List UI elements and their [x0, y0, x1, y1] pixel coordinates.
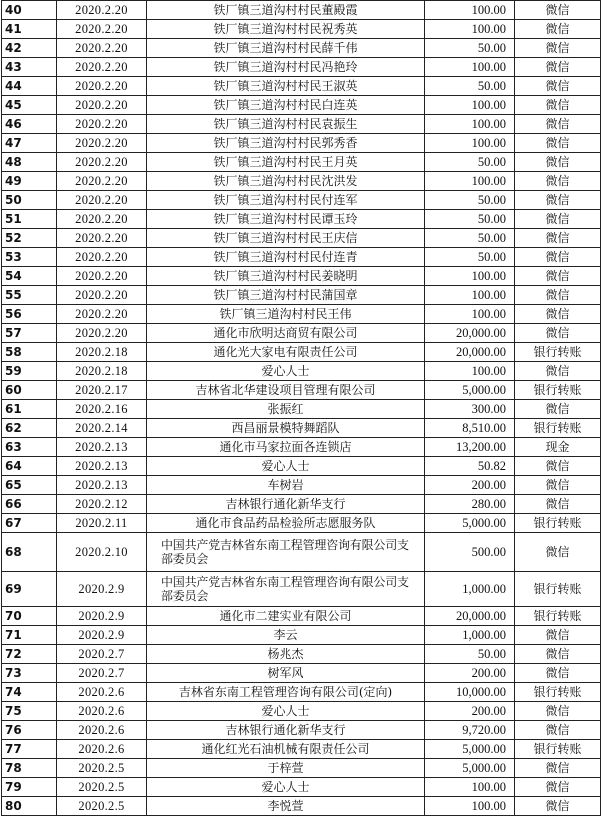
table-row — [2, 381, 601, 400]
row-number: 42 — [2, 39, 57, 58]
row-amount: 1,000.00 — [425, 626, 515, 645]
row-payment-method: 银行转账 — [515, 381, 601, 400]
row-amount: 5,000.00 — [425, 514, 515, 533]
table-row — [2, 191, 601, 210]
row-donor: 吉林银行通化新华支行 — [147, 721, 425, 740]
row-amount: 5,000.00 — [425, 759, 515, 778]
table-row — [2, 495, 601, 514]
row-date: 2020.2.20 — [57, 20, 147, 39]
table-row — [2, 210, 601, 229]
row-payment-method: 微信 — [515, 400, 601, 419]
table-row — [2, 607, 601, 626]
row-amount: 100.00 — [425, 286, 515, 305]
row-date: 2020.2.18 — [57, 362, 147, 381]
row-amount: 200.00 — [425, 664, 515, 683]
row-number: 47 — [2, 134, 57, 153]
row-donor: 爱心人士 — [147, 778, 425, 797]
row-date: 2020.2.17 — [57, 381, 147, 400]
table-row — [2, 645, 601, 664]
row-payment-method: 微信 — [515, 702, 601, 721]
row-date: 2020.2.20 — [57, 191, 147, 210]
row-donor: 李云 — [147, 626, 425, 645]
table-row — [2, 1, 601, 20]
row-donor: 中国共产党吉林省东南工程管理咨询有限公司支部委员会 — [147, 572, 425, 607]
row-payment-method: 微信 — [515, 626, 601, 645]
row-number: 43 — [2, 58, 57, 77]
row-number: 77 — [2, 740, 57, 759]
row-donor: 于梓萱 — [147, 759, 425, 778]
row-date: 2020.2.6 — [57, 702, 147, 721]
row-amount: 20,000.00 — [425, 343, 515, 362]
row-date: 2020.2.20 — [57, 77, 147, 96]
row-number: 49 — [2, 172, 57, 191]
row-date: 2020.2.7 — [57, 645, 147, 664]
row-payment-method: 微信 — [515, 248, 601, 267]
row-donor: 李悦萱 — [147, 797, 425, 816]
row-amount: 50.00 — [425, 248, 515, 267]
row-payment-method: 微信 — [515, 58, 601, 77]
row-date: 2020.2.20 — [57, 153, 147, 172]
row-donor: 树军风 — [147, 664, 425, 683]
table-row — [2, 664, 601, 683]
table-row — [2, 305, 601, 324]
row-number: 53 — [2, 248, 57, 267]
row-amount: 50.00 — [425, 39, 515, 58]
row-amount: 200.00 — [425, 702, 515, 721]
row-number: 51 — [2, 210, 57, 229]
table-row — [2, 702, 601, 721]
row-donor: 铁厂镇三道沟村村民王淑英 — [147, 77, 425, 96]
table-row — [2, 514, 601, 533]
row-date: 2020.2.7 — [57, 664, 147, 683]
table-row — [2, 77, 601, 96]
row-donor: 张振红 — [147, 400, 425, 419]
row-number: 70 — [2, 607, 57, 626]
row-payment-method: 银行转账 — [515, 740, 601, 759]
row-date: 2020.2.13 — [57, 438, 147, 457]
row-donor: 铁厂镇三道沟村村民王伟 — [147, 305, 425, 324]
row-donor: 吉林省东南工程管理咨询有限公司(定向) — [147, 683, 425, 702]
row-number: 69 — [2, 572, 57, 607]
row-payment-method: 微信 — [515, 778, 601, 797]
row-number: 63 — [2, 438, 57, 457]
row-date: 2020.2.5 — [57, 759, 147, 778]
table-row — [2, 20, 601, 39]
row-payment-method: 微信 — [515, 305, 601, 324]
table-row — [2, 740, 601, 759]
row-donor: 铁厂镇三道沟村村民薛千伟 — [147, 39, 425, 58]
row-date: 2020.2.6 — [57, 683, 147, 702]
row-payment-method: 微信 — [515, 495, 601, 514]
row-amount: 100.00 — [425, 172, 515, 191]
row-number: 44 — [2, 77, 57, 96]
row-amount: 50.00 — [425, 210, 515, 229]
row-payment-method: 微信 — [515, 286, 601, 305]
row-amount: 280.00 — [425, 495, 515, 514]
row-amount: 100.00 — [425, 1, 515, 20]
table-row — [2, 153, 601, 172]
table-row — [2, 39, 601, 58]
row-payment-method: 微信 — [515, 153, 601, 172]
row-number: 48 — [2, 153, 57, 172]
row-payment-method: 微信 — [515, 267, 601, 286]
row-amount: 50.00 — [425, 153, 515, 172]
row-date: 2020.2.12 — [57, 495, 147, 514]
row-amount: 50.00 — [425, 191, 515, 210]
row-payment-method: 微信 — [515, 664, 601, 683]
row-payment-method: 微信 — [515, 721, 601, 740]
row-payment-method: 微信 — [515, 191, 601, 210]
table-row — [2, 58, 601, 77]
row-donor: 铁厂镇三道沟村村民祝秀英 — [147, 20, 425, 39]
table-row — [2, 572, 601, 607]
row-number: 80 — [2, 797, 57, 816]
row-amount: 100.00 — [425, 797, 515, 816]
donation-table-body — [2, 1, 601, 816]
row-number: 58 — [2, 343, 57, 362]
row-amount: 5,000.00 — [425, 381, 515, 400]
row-number: 60 — [2, 381, 57, 400]
row-number: 41 — [2, 20, 57, 39]
row-number: 79 — [2, 778, 57, 797]
row-donor: 铁厂镇三道沟村村民白连英 — [147, 96, 425, 115]
row-payment-method: 微信 — [515, 210, 601, 229]
table-row — [2, 324, 601, 343]
table-row — [2, 286, 601, 305]
row-date: 2020.2.20 — [57, 58, 147, 77]
row-number: 59 — [2, 362, 57, 381]
row-donor: 爱心人士 — [147, 702, 425, 721]
row-donor: 吉林省北华建设项目管理有限公司 — [147, 381, 425, 400]
row-number: 45 — [2, 96, 57, 115]
row-donor: 铁厂镇三道沟村村民谭玉玲 — [147, 210, 425, 229]
row-donor: 通化市二建实业有限公司 — [147, 607, 425, 626]
table-row — [2, 419, 601, 438]
row-amount: 50.82 — [425, 457, 515, 476]
row-donor: 通化市欣明达商贸有限公司 — [147, 324, 425, 343]
table-row — [2, 721, 601, 740]
row-date: 2020.2.20 — [57, 39, 147, 58]
row-donor: 中国共产党吉林省东南工程管理咨询有限公司支部委员会 — [147, 533, 425, 572]
row-date: 2020.2.20 — [57, 305, 147, 324]
table-row — [2, 115, 601, 134]
row-donor: 铁厂镇三道沟村村民付连青 — [147, 248, 425, 267]
row-payment-method: 微信 — [515, 362, 601, 381]
row-amount: 300.00 — [425, 400, 515, 419]
row-date: 2020.2.20 — [57, 96, 147, 115]
row-payment-method: 银行转账 — [515, 683, 601, 702]
row-amount: 200.00 — [425, 476, 515, 495]
row-date: 2020.2.14 — [57, 419, 147, 438]
row-date: 2020.2.20 — [57, 1, 147, 20]
row-donor: 铁厂镇三道沟村村民袁振生 — [147, 115, 425, 134]
row-payment-method: 微信 — [515, 115, 601, 134]
row-amount: 50.00 — [425, 645, 515, 664]
table-row — [2, 400, 601, 419]
row-donor: 铁厂镇三道沟村村民郭秀香 — [147, 134, 425, 153]
table-row — [2, 797, 601, 816]
row-date: 2020.2.10 — [57, 533, 147, 572]
row-number: 52 — [2, 229, 57, 248]
row-donor: 通化市马家拉面各连锁店 — [147, 438, 425, 457]
row-date: 2020.2.20 — [57, 267, 147, 286]
row-amount: 10,000.00 — [425, 683, 515, 702]
row-payment-method: 银行转账 — [515, 572, 601, 607]
row-amount: 100.00 — [425, 305, 515, 324]
row-amount: 100.00 — [425, 134, 515, 153]
row-amount: 20,000.00 — [425, 324, 515, 343]
row-number: 40 — [2, 1, 57, 20]
table-row — [2, 476, 601, 495]
row-amount: 100.00 — [425, 267, 515, 286]
row-amount: 50.00 — [425, 229, 515, 248]
row-date: 2020.2.20 — [57, 286, 147, 305]
row-date: 2020.2.9 — [57, 626, 147, 645]
table-row — [2, 248, 601, 267]
row-date: 2020.2.20 — [57, 115, 147, 134]
row-donor: 铁厂镇三道沟村村民沈洪发 — [147, 172, 425, 191]
row-number: 46 — [2, 115, 57, 134]
row-date: 2020.2.20 — [57, 134, 147, 153]
row-number: 72 — [2, 645, 57, 664]
row-payment-method: 微信 — [515, 77, 601, 96]
row-payment-method: 微信 — [515, 324, 601, 343]
row-payment-method: 微信 — [515, 457, 601, 476]
row-payment-method: 微信 — [515, 134, 601, 153]
row-date: 2020.2.5 — [57, 797, 147, 816]
row-payment-method: 微信 — [515, 39, 601, 58]
row-date: 2020.2.13 — [57, 457, 147, 476]
row-amount: 100.00 — [425, 20, 515, 39]
row-donor: 铁厂镇三道沟村村民董殿霞 — [147, 1, 425, 20]
row-donor: 铁厂镇三道沟村村民付连军 — [147, 191, 425, 210]
row-number: 68 — [2, 533, 57, 572]
row-donor: 杨兆杰 — [147, 645, 425, 664]
row-amount: 5,000.00 — [425, 740, 515, 759]
row-donor: 铁厂镇三道沟村村民王月英 — [147, 153, 425, 172]
row-date: 2020.2.11 — [57, 514, 147, 533]
table-row — [2, 683, 601, 702]
row-number: 65 — [2, 476, 57, 495]
table-row — [2, 172, 601, 191]
row-amount: 100.00 — [425, 96, 515, 115]
row-number: 62 — [2, 419, 57, 438]
table-row — [2, 362, 601, 381]
table-row — [2, 134, 601, 153]
row-payment-method: 银行转账 — [515, 419, 601, 438]
row-payment-method: 银行转账 — [515, 343, 601, 362]
row-donor: 通化光大家电有限责任公司 — [147, 343, 425, 362]
row-date: 2020.2.5 — [57, 778, 147, 797]
row-payment-method: 微信 — [515, 797, 601, 816]
table-row — [2, 778, 601, 797]
row-date: 2020.2.20 — [57, 172, 147, 191]
row-payment-method: 微信 — [515, 229, 601, 248]
row-number: 74 — [2, 683, 57, 702]
table-row — [2, 759, 601, 778]
row-payment-method: 银行转账 — [515, 514, 601, 533]
row-donor: 铁厂镇三道沟村村民王庆信 — [147, 229, 425, 248]
row-donor: 爱心人士 — [147, 457, 425, 476]
row-amount: 100.00 — [425, 115, 515, 134]
row-date: 2020.2.9 — [57, 607, 147, 626]
row-date: 2020.2.6 — [57, 740, 147, 759]
row-payment-method: 微信 — [515, 20, 601, 39]
table-row — [2, 626, 601, 645]
row-number: 78 — [2, 759, 57, 778]
row-payment-method: 微信 — [515, 1, 601, 20]
row-amount: 100.00 — [425, 362, 515, 381]
row-date: 2020.2.6 — [57, 721, 147, 740]
row-payment-method: 微信 — [515, 533, 601, 572]
row-donor: 通化红光石油机械有限责任公司 — [147, 740, 425, 759]
table-row — [2, 229, 601, 248]
row-amount: 9,720.00 — [425, 721, 515, 740]
row-number: 76 — [2, 721, 57, 740]
row-date: 2020.2.20 — [57, 210, 147, 229]
row-number: 64 — [2, 457, 57, 476]
row-number: 66 — [2, 495, 57, 514]
row-payment-method: 微信 — [515, 172, 601, 191]
row-payment-method: 微信 — [515, 759, 601, 778]
row-number: 55 — [2, 286, 57, 305]
row-date: 2020.2.18 — [57, 343, 147, 362]
table-row — [2, 533, 601, 572]
row-amount: 8,510.00 — [425, 419, 515, 438]
table-row — [2, 438, 601, 457]
row-number: 57 — [2, 324, 57, 343]
row-payment-method: 微信 — [515, 645, 601, 664]
row-donor: 吉林银行通化新华支行 — [147, 495, 425, 514]
row-amount: 100.00 — [425, 778, 515, 797]
row-number: 61 — [2, 400, 57, 419]
row-payment-method: 现金 — [515, 438, 601, 457]
row-payment-method: 微信 — [515, 476, 601, 495]
table-row — [2, 267, 601, 286]
row-donor: 西昌丽景模特舞蹈队 — [147, 419, 425, 438]
row-amount: 20,000.00 — [425, 607, 515, 626]
row-donor: 爱心人士 — [147, 362, 425, 381]
row-date: 2020.2.13 — [57, 476, 147, 495]
row-donor: 铁厂镇三道沟村村民冯艳玲 — [147, 58, 425, 77]
row-number: 54 — [2, 267, 57, 286]
row-donor: 车树岩 — [147, 476, 425, 495]
table-row — [2, 457, 601, 476]
row-donor: 通化市食品药品检验所志愿服务队 — [147, 514, 425, 533]
row-payment-method: 银行转账 — [515, 607, 601, 626]
donation-table — [1, 0, 601, 816]
row-number: 75 — [2, 702, 57, 721]
row-donor: 铁厂镇三道沟村村民姜晓明 — [147, 267, 425, 286]
row-date: 2020.2.20 — [57, 248, 147, 267]
row-payment-method: 微信 — [515, 96, 601, 115]
table-row — [2, 343, 601, 362]
row-amount: 100.00 — [425, 58, 515, 77]
row-number: 71 — [2, 626, 57, 645]
row-date: 2020.2.20 — [57, 229, 147, 248]
row-amount: 500.00 — [425, 533, 515, 572]
row-date: 2020.2.9 — [57, 572, 147, 607]
row-number: 56 — [2, 305, 57, 324]
row-amount: 1,000.00 — [425, 572, 515, 607]
row-number: 73 — [2, 664, 57, 683]
row-date: 2020.2.16 — [57, 400, 147, 419]
table-row — [2, 96, 601, 115]
row-number: 50 — [2, 191, 57, 210]
row-number: 67 — [2, 514, 57, 533]
row-amount: 50.00 — [425, 77, 515, 96]
row-date: 2020.2.20 — [57, 324, 147, 343]
row-amount: 13,200.00 — [425, 438, 515, 457]
row-donor: 铁厂镇三道沟村村民蒲国章 — [147, 286, 425, 305]
